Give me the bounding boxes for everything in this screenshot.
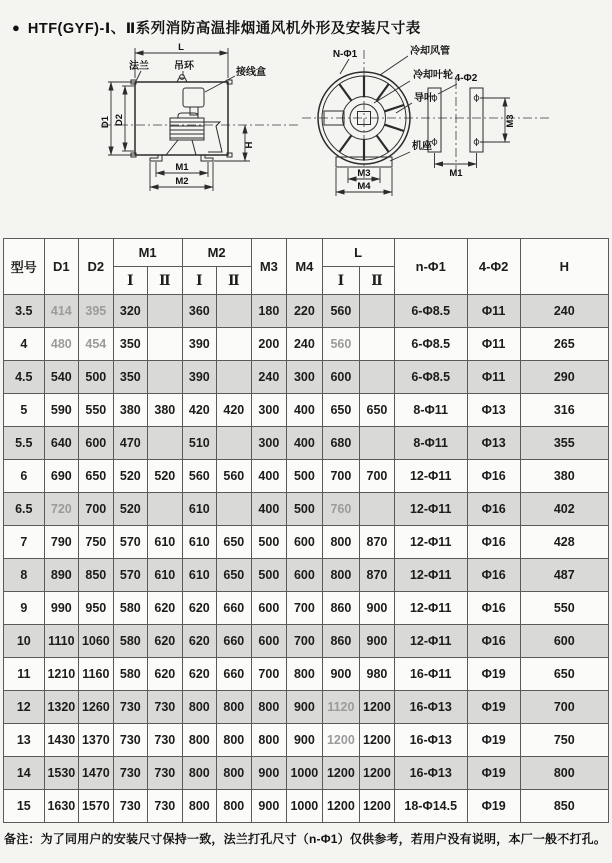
value-cell <box>217 427 252 460</box>
value-cell: 730 <box>148 790 183 823</box>
value-cell: 1060 <box>79 625 114 658</box>
four-phi2-label: 4-Φ2 <box>454 73 478 84</box>
table-row <box>4 559 609 592</box>
value-cell: 290 <box>520 361 608 394</box>
value-cell: 1200 <box>360 757 395 790</box>
value-cell: 950 <box>79 592 114 625</box>
value-cell: 1260 <box>79 691 114 724</box>
dimension-table <box>3 238 609 823</box>
value-cell: 800 <box>251 691 287 724</box>
value-cell: 470 <box>113 427 148 460</box>
value-cell: 610 <box>182 493 217 526</box>
table-row <box>4 691 609 724</box>
value-cell: 454 <box>79 328 114 361</box>
value-cell: 900 <box>360 592 395 625</box>
value-cell: 850 <box>520 790 608 823</box>
dim-D2: D2 <box>114 113 125 127</box>
value-cell: 620 <box>182 592 217 625</box>
value-cell: 650 <box>79 460 114 493</box>
value-cell: Φ11 <box>467 361 520 394</box>
value-cell: Φ11 <box>467 328 520 361</box>
header-m1-i: Ⅰ <box>113 267 148 295</box>
header-l-ii: Ⅱ <box>360 267 395 295</box>
value-cell <box>217 328 252 361</box>
value-cell: 610 <box>148 559 183 592</box>
lifting-ring-label: 吊环 <box>174 61 194 72</box>
value-cell: 980 <box>360 658 395 691</box>
fan-side-view-drawing <box>98 40 300 232</box>
value-cell: 1320 <box>44 691 79 724</box>
foot-right <box>201 155 213 161</box>
table-body <box>4 295 609 823</box>
header-l: L <box>322 239 394 267</box>
value-cell: 560 <box>322 295 360 328</box>
value-cell: 640 <box>44 427 79 460</box>
value-cell <box>217 361 252 394</box>
header-m4: M4 <box>287 239 323 295</box>
junction-box-label: 接线盒 <box>236 67 266 78</box>
model-cell: 7 <box>4 526 45 559</box>
dim-H: H <box>244 141 255 149</box>
value-cell: 800 <box>251 724 287 757</box>
value-cell: 400 <box>287 394 323 427</box>
value-cell: 1120 <box>322 691 360 724</box>
value-cell: Φ19 <box>467 658 520 691</box>
model-cell: 14 <box>4 757 45 790</box>
value-cell: Φ16 <box>467 460 520 493</box>
value-cell: 800 <box>182 691 217 724</box>
value-cell: 570 <box>113 559 148 592</box>
value-cell: 1200 <box>322 790 360 823</box>
value-cell: 900 <box>360 625 395 658</box>
model-cell: 12 <box>4 691 45 724</box>
value-cell: 487 <box>520 559 608 592</box>
value-cell: Φ16 <box>467 625 520 658</box>
flange-label: 法兰 <box>129 61 149 72</box>
value-cell: 402 <box>520 493 608 526</box>
guide-vane-label: 导叶 <box>414 93 434 104</box>
dim-D1: D1 <box>100 115 111 129</box>
value-cell: 1530 <box>44 757 79 790</box>
value-cell: 16-Φ13 <box>394 691 467 724</box>
table-row <box>4 724 609 757</box>
value-cell: 730 <box>113 757 148 790</box>
value-cell: Φ19 <box>467 691 520 724</box>
table-row <box>4 757 609 790</box>
value-cell: 600 <box>520 625 608 658</box>
value-cell: 355 <box>520 427 608 460</box>
value-cell: 395 <box>79 295 114 328</box>
value-cell: 510 <box>182 427 217 460</box>
model-cell: 6 <box>4 460 45 493</box>
value-cell: 650 <box>217 526 252 559</box>
value-cell: 580 <box>113 625 148 658</box>
value-cell: 800 <box>217 790 252 823</box>
header-m2-ii: Ⅱ <box>217 267 252 295</box>
value-cell: 650 <box>360 394 395 427</box>
value-cell: 1370 <box>79 724 114 757</box>
value-cell: Φ16 <box>467 559 520 592</box>
value-cell: 800 <box>182 757 217 790</box>
value-cell <box>217 295 252 328</box>
value-cell: 800 <box>217 757 252 790</box>
value-cell: 12-Φ11 <box>394 559 467 592</box>
value-cell: 6-Φ8.5 <box>394 328 467 361</box>
value-cell: 12-Φ11 <box>394 493 467 526</box>
value-cell: 850 <box>79 559 114 592</box>
value-cell: 500 <box>287 493 323 526</box>
model-cell: 4 <box>4 328 45 361</box>
value-cell: 620 <box>182 658 217 691</box>
dim-M1: M1 <box>175 162 189 173</box>
value-cell: 220 <box>287 295 323 328</box>
value-cell: 1470 <box>79 757 114 790</box>
value-cell: 700 <box>287 625 323 658</box>
value-cell: 700 <box>360 460 395 493</box>
value-cell: 620 <box>148 592 183 625</box>
value-cell: 760 <box>322 493 360 526</box>
value-cell: 900 <box>287 691 323 724</box>
dim-L: L <box>178 42 184 53</box>
value-cell: 600 <box>322 361 360 394</box>
table-header <box>4 239 609 295</box>
value-cell: 870 <box>360 526 395 559</box>
value-cell: 350 <box>113 328 148 361</box>
motor-body <box>170 118 204 140</box>
value-cell: 560 <box>182 460 217 493</box>
header-d1: D1 <box>44 239 79 295</box>
model-cell: 13 <box>4 724 45 757</box>
value-cell: 480 <box>44 328 79 361</box>
dim-M4: M4 <box>357 181 371 192</box>
value-cell: 390 <box>182 328 217 361</box>
value-cell: 520 <box>148 460 183 493</box>
header-l-i: Ⅰ <box>322 267 360 295</box>
value-cell: 600 <box>251 625 287 658</box>
value-cell: 12-Φ11 <box>394 526 467 559</box>
value-cell: 720 <box>44 493 79 526</box>
value-cell: 610 <box>182 526 217 559</box>
value-cell: 600 <box>79 427 114 460</box>
value-cell: 265 <box>520 328 608 361</box>
model-cell: 9 <box>4 592 45 625</box>
value-cell: 800 <box>520 757 608 790</box>
value-cell: 8-Φ11 <box>394 427 467 460</box>
table-row <box>4 361 609 394</box>
header-m1-ii: Ⅱ <box>148 267 183 295</box>
value-cell: 790 <box>44 526 79 559</box>
table-row <box>4 592 609 625</box>
value-cell: 700 <box>322 460 360 493</box>
value-cell: 870 <box>360 559 395 592</box>
value-cell: 730 <box>148 724 183 757</box>
value-cell: 1000 <box>287 757 323 790</box>
value-cell: 420 <box>217 394 252 427</box>
value-cell: 400 <box>287 427 323 460</box>
value-cell <box>148 328 183 361</box>
value-cell: 414 <box>44 295 79 328</box>
value-cell: 390 <box>182 361 217 394</box>
value-cell: 240 <box>520 295 608 328</box>
dim-M1-brackets: M1 <box>449 168 463 179</box>
model-cell: 5 <box>4 394 45 427</box>
table-row <box>4 460 609 493</box>
value-cell: 550 <box>520 592 608 625</box>
value-cell: 800 <box>322 559 360 592</box>
value-cell: 1200 <box>360 724 395 757</box>
value-cell: 1570 <box>79 790 114 823</box>
value-cell: 180 <box>251 295 287 328</box>
value-cell <box>360 295 395 328</box>
value-cell: Φ19 <box>467 790 520 823</box>
value-cell: 520 <box>113 493 148 526</box>
value-cell: 500 <box>251 559 287 592</box>
n-phi1-label: N-Φ1 <box>332 49 358 60</box>
value-cell: 300 <box>287 361 323 394</box>
value-cell: 560 <box>217 460 252 493</box>
model-cell: 10 <box>4 625 45 658</box>
motor-pedestal <box>166 140 196 155</box>
value-cell: 320 <box>113 295 148 328</box>
value-cell: 660 <box>217 625 252 658</box>
value-cell: 500 <box>251 526 287 559</box>
value-cell: 400 <box>251 460 287 493</box>
value-cell: 890 <box>44 559 79 592</box>
value-cell: 6-Φ8.5 <box>394 295 467 328</box>
value-cell: 650 <box>520 658 608 691</box>
value-cell: 1200 <box>360 691 395 724</box>
value-cell: 560 <box>322 328 360 361</box>
model-cell: 3.5 <box>4 295 45 328</box>
value-cell <box>360 493 395 526</box>
value-cell: 16-Φ13 <box>394 757 467 790</box>
value-cell: 240 <box>287 328 323 361</box>
value-cell: 520 <box>113 460 148 493</box>
value-cell: Φ13 <box>467 427 520 460</box>
value-cell: 600 <box>287 559 323 592</box>
value-cell: 350 <box>113 361 148 394</box>
value-cell: 600 <box>251 592 287 625</box>
value-cell: 590 <box>44 394 79 427</box>
bullet-icon: ● <box>12 19 20 35</box>
model-cell: 6.5 <box>4 493 45 526</box>
junction-box <box>183 88 204 107</box>
value-cell: 800 <box>182 724 217 757</box>
value-cell: 680 <box>322 427 360 460</box>
foot-left <box>150 155 162 161</box>
value-cell: 800 <box>322 526 360 559</box>
table-row <box>4 493 609 526</box>
value-cell: 12-Φ11 <box>394 592 467 625</box>
value-cell <box>360 361 395 394</box>
value-cell: 1210 <box>44 658 79 691</box>
value-cell: 500 <box>79 361 114 394</box>
value-cell: 730 <box>113 724 148 757</box>
model-cell: 11 <box>4 658 45 691</box>
value-cell: Φ16 <box>467 493 520 526</box>
value-cell: Φ19 <box>467 757 520 790</box>
value-cell: 380 <box>148 394 183 427</box>
value-cell: 300 <box>251 394 287 427</box>
value-cell: 730 <box>113 790 148 823</box>
value-cell: 900 <box>287 724 323 757</box>
header-h: H <box>520 239 608 295</box>
value-cell: Φ19 <box>467 724 520 757</box>
value-cell: 900 <box>251 757 287 790</box>
value-cell: 16-Φ11 <box>394 658 467 691</box>
value-cell: 12-Φ11 <box>394 460 467 493</box>
header-m2: M2 <box>182 239 251 267</box>
header-m3: M3 <box>251 239 287 295</box>
value-cell: 700 <box>251 658 287 691</box>
value-cell: Φ16 <box>467 592 520 625</box>
motor-bracket <box>204 122 222 152</box>
model-cell: 5.5 <box>4 427 45 460</box>
table-row <box>4 295 609 328</box>
table-row <box>4 790 609 823</box>
value-cell: 580 <box>113 658 148 691</box>
value-cell: 400 <box>251 493 287 526</box>
dim-M3: M3 <box>357 168 371 179</box>
value-cell: 240 <box>251 361 287 394</box>
table-row <box>4 328 609 361</box>
title-row <box>0 0 612 40</box>
base-label: 机座 <box>412 141 432 152</box>
model-cell: 4.5 <box>4 361 45 394</box>
value-cell: 1200 <box>360 790 395 823</box>
value-cell: 990 <box>44 592 79 625</box>
value-cell <box>217 493 252 526</box>
value-cell: 610 <box>148 526 183 559</box>
header-n-phi1: n-Φ1 <box>394 239 467 295</box>
model-cell: 8 <box>4 559 45 592</box>
table-row <box>4 625 609 658</box>
header-m1: M1 <box>113 239 182 267</box>
value-cell: 800 <box>182 790 217 823</box>
value-cell: 316 <box>520 394 608 427</box>
value-cell: 620 <box>148 625 183 658</box>
value-cell: 690 <box>44 460 79 493</box>
value-cell: 730 <box>113 691 148 724</box>
header-d2: D2 <box>79 239 114 295</box>
value-cell: 1430 <box>44 724 79 757</box>
value-cell: 730 <box>148 757 183 790</box>
value-cell: 420 <box>182 394 217 427</box>
value-cell <box>148 427 183 460</box>
value-cell: 730 <box>148 691 183 724</box>
value-cell: 900 <box>251 790 287 823</box>
value-cell: 860 <box>322 625 360 658</box>
value-cell: Φ11 <box>467 295 520 328</box>
dim-M3-side: M3 <box>505 114 516 128</box>
value-cell <box>360 427 395 460</box>
header-m2-i: Ⅰ <box>182 267 217 295</box>
value-cell: 700 <box>287 592 323 625</box>
value-cell: 620 <box>182 625 217 658</box>
value-cell: Φ13 <box>467 394 520 427</box>
value-cell: 300 <box>251 427 287 460</box>
value-cell: 660 <box>217 592 252 625</box>
table-row <box>4 427 609 460</box>
value-cell <box>148 295 183 328</box>
value-cell: 500 <box>287 460 323 493</box>
bracket-holes <box>432 94 479 146</box>
value-cell: 650 <box>217 559 252 592</box>
value-cell: 800 <box>217 691 252 724</box>
value-cell: 860 <box>322 592 360 625</box>
header-4-phi2: 4-Φ2 <box>467 239 520 295</box>
value-cell: 570 <box>113 526 148 559</box>
value-cell: 1630 <box>44 790 79 823</box>
cooling-duct-label: 冷却风管 <box>410 46 450 57</box>
value-cell: 428 <box>520 526 608 559</box>
value-cell: 700 <box>79 493 114 526</box>
value-cell: 16-Φ13 <box>394 724 467 757</box>
value-cell <box>148 361 183 394</box>
value-cell: 800 <box>287 658 323 691</box>
value-cell: 700 <box>520 691 608 724</box>
value-cell: 360 <box>182 295 217 328</box>
table-row <box>4 658 609 691</box>
value-cell: 8-Φ11 <box>394 394 467 427</box>
model-cell: 15 <box>4 790 45 823</box>
value-cell: Φ16 <box>467 526 520 559</box>
page-title: HTF(GYF)-Ⅰ、Ⅱ系列消防高温排烟通风机外形及安装尺寸表 <box>27 20 421 37</box>
value-cell <box>360 328 395 361</box>
value-cell: 380 <box>113 394 148 427</box>
value-cell: 18-Φ14.5 <box>394 790 467 823</box>
value-cell: 800 <box>217 724 252 757</box>
value-cell: 12-Φ11 <box>394 625 467 658</box>
value-cell: 540 <box>44 361 79 394</box>
value-cell <box>148 493 183 526</box>
dim-M2: M2 <box>175 176 189 187</box>
footnote: 备注：为了同用户的安装尺寸保持一致，法兰打孔尺寸（n-Φ1）仅供参考，若用户没有说明，本厂一般不打孔。 <box>4 832 607 846</box>
value-cell: 620 <box>148 658 183 691</box>
value-cell: 600 <box>287 526 323 559</box>
value-cell: 1110 <box>44 625 79 658</box>
value-cell: 900 <box>322 658 360 691</box>
value-cell: 1200 <box>322 724 360 757</box>
value-cell: 1000 <box>287 790 323 823</box>
header-model: 型号 <box>4 239 45 295</box>
table-row <box>4 526 609 559</box>
value-cell: 1160 <box>79 658 114 691</box>
value-cell: 200 <box>251 328 287 361</box>
value-cell: 580 <box>113 592 148 625</box>
cooling-impeller-label: 冷却叶轮 <box>413 70 453 81</box>
value-cell: 6-Φ8.5 <box>394 361 467 394</box>
table-row <box>4 394 609 427</box>
value-cell: 1200 <box>322 757 360 790</box>
value-cell: 610 <box>182 559 217 592</box>
fan-front-view-drawing <box>300 40 612 232</box>
value-cell: 550 <box>79 394 114 427</box>
value-cell: 380 <box>520 460 608 493</box>
value-cell: 750 <box>79 526 114 559</box>
value-cell: 750 <box>520 724 608 757</box>
technical-drawings <box>0 40 612 232</box>
value-cell: 660 <box>217 658 252 691</box>
value-cell: 650 <box>322 394 360 427</box>
